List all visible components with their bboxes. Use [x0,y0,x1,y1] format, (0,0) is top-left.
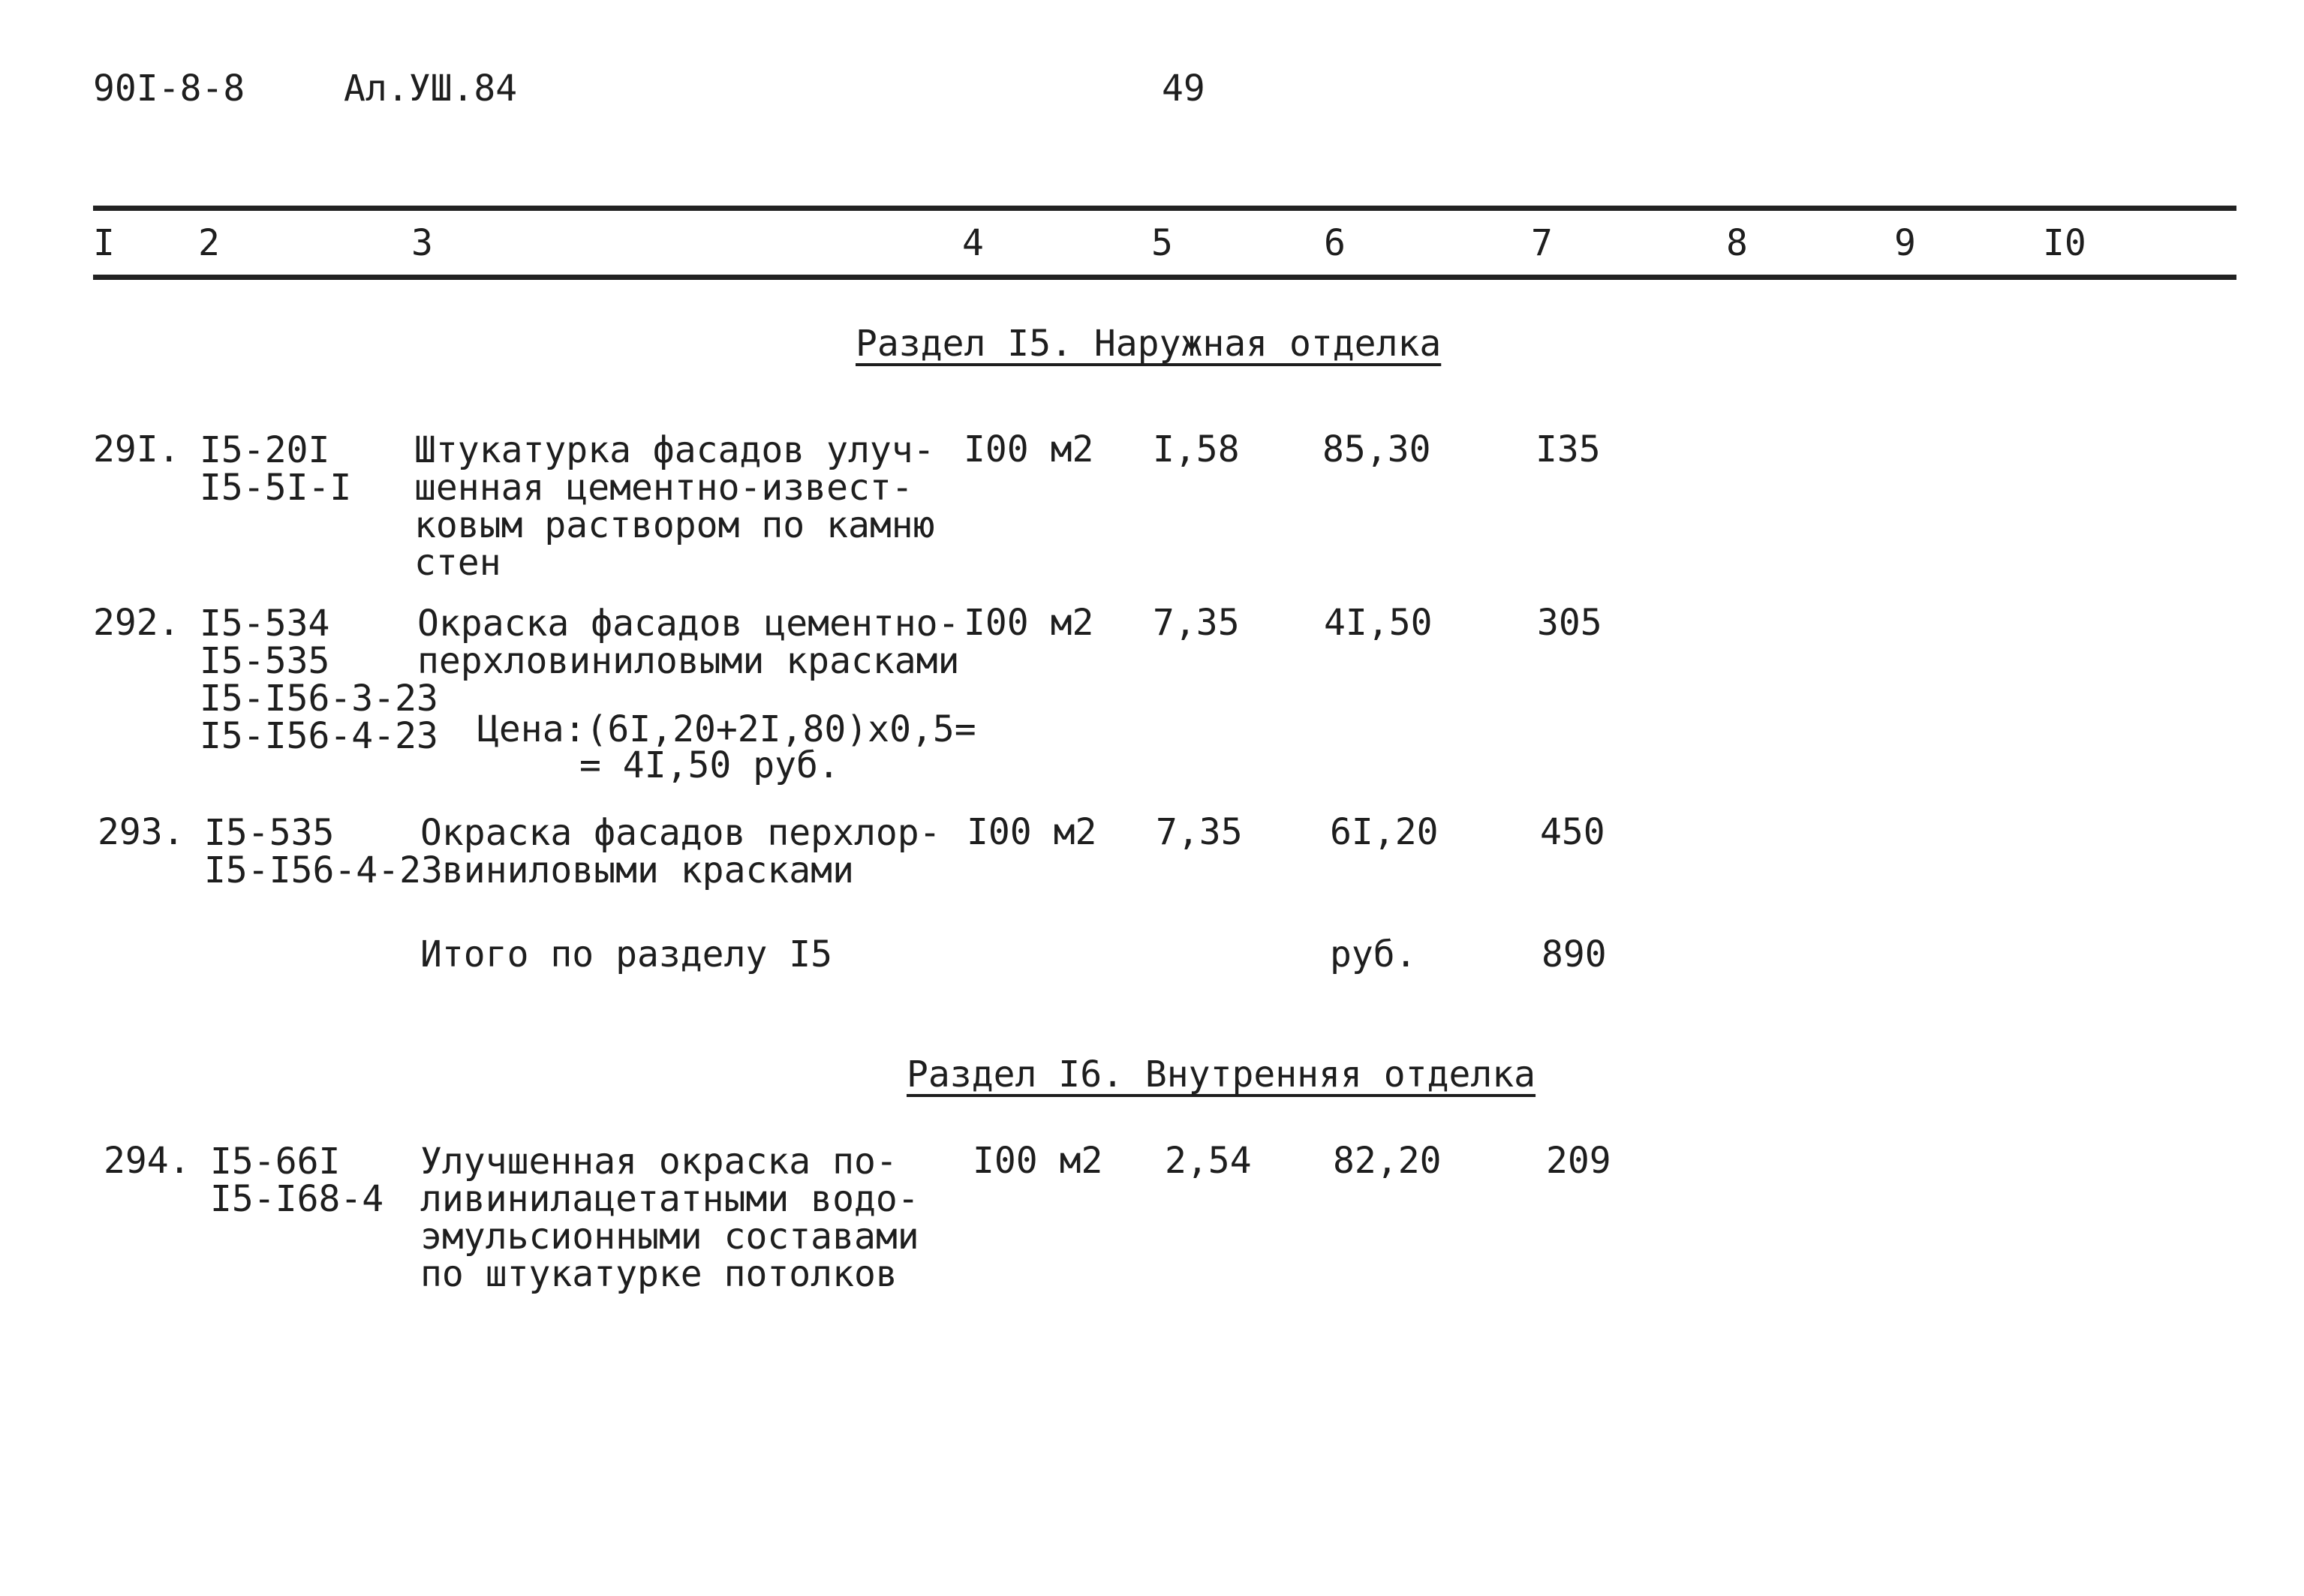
page-number: 49 [1162,68,1205,110]
row-unit-price: 4I,50 [1324,602,1433,644]
row-cost: 450 [1540,811,1605,853]
table-header-rule [93,275,2236,280]
price-calculation: Цена:(6I,20+2I,80)х0,5= [477,708,976,750]
column-header-1: I [93,222,115,264]
row-unit-price: 82,20 [1333,1140,1442,1182]
column-header-5: 5 [1151,222,1173,264]
section-total-unit: руб. [1330,933,1417,975]
section-title-15: Раздел I5. Наружная отделка [856,323,1442,365]
column-header-3: 3 [411,222,433,264]
row-codes: I5-535 I5-I56-4-23 [204,812,443,891]
row-unit: I00 м2 [964,428,1094,470]
row-codes: I5-534 I5-535 I5-I56-3-23 I5-I56-4-23 [200,603,438,757]
row-unit: I00 м2 [967,811,1097,853]
section-title-16: Раздел I6. Внутренняя отделка [907,1053,1536,1096]
document-code: 90I-8-8 [93,68,245,110]
album-number: Ал.УШ.84 [344,68,518,110]
column-header-6: 6 [1324,222,1346,264]
row-codes: I5-66I I5-I68-4 [210,1141,384,1220]
row-unit: I00 м2 [973,1140,1103,1182]
row-quantity: I,58 [1153,428,1240,470]
row-description: Улучшенная окраска по- ливинилацетатными водо- эмульсионными составами по штукатурке потолков [420,1141,919,1295]
column-header-2: 2 [198,222,220,264]
column-header-4: 4 [962,222,984,264]
row-number: 294. [104,1140,191,1182]
column-header-9: 9 [1894,222,1916,264]
row-cost: 305 [1537,602,1602,644]
row-number: 293. [98,811,185,853]
table-top-rule [93,206,2236,211]
row-number: 29I. [93,428,180,470]
row-cost: I35 [1535,428,1601,470]
row-quantity: 2,54 [1165,1140,1252,1182]
column-header-10: I0 [2043,222,2086,264]
row-description: Штукатурка фасадов улуч- шенная цементно-извест- ковым раствором по камню стен [414,429,935,584]
row-description: Окраска фасадов цементно- перхловиниловыми красками [417,603,960,682]
section-total-label: Итого по разделу I5 [420,933,833,975]
row-description: Окраска фасадов перхлор- виниловыми красками [420,812,941,891]
price-calculation-result: = 4I,50 руб. [579,744,840,786]
section-total-value: 890 [1542,933,1607,975]
row-unit-price: 6I,20 [1330,811,1439,853]
column-header-7: 7 [1531,222,1553,264]
row-quantity: 7,35 [1156,811,1243,853]
row-unit-price: 85,30 [1322,428,1431,470]
row-quantity: 7,35 [1153,602,1240,644]
row-number: 292. [93,602,180,644]
row-unit: I00 м2 [964,602,1094,644]
row-cost: 209 [1546,1140,1611,1182]
column-header-8: 8 [1726,222,1748,264]
row-codes: I5-20I I5-5I-I [200,429,352,509]
